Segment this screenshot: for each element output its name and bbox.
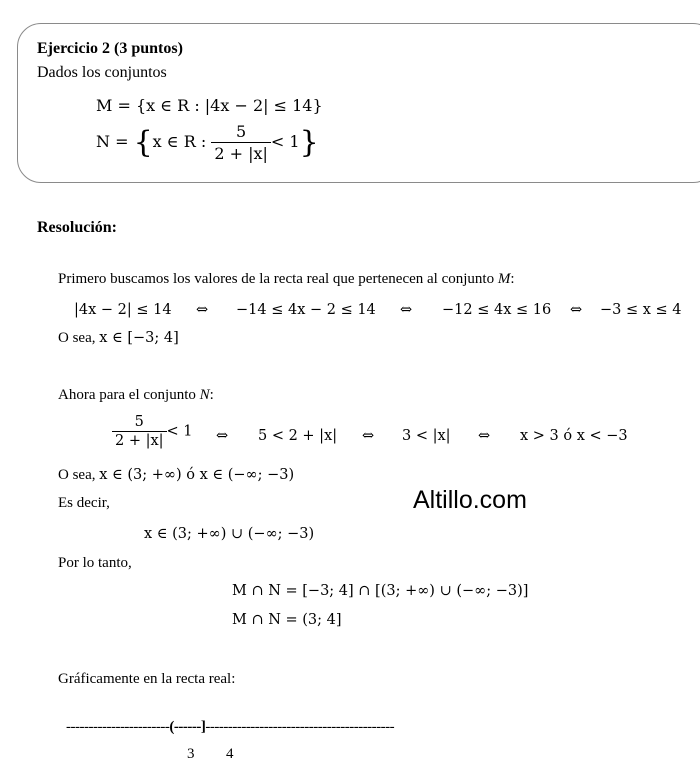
n-chain-iff-1: ⇔: [216, 428, 229, 444]
por-lo-tanto: Por lo tanto,: [58, 555, 132, 571]
set-n-fraction: $\frac{5}{2 + |x|}$: [211, 122, 271, 163]
resolution-heading: Resolución:: [37, 219, 117, 236]
m-intro: Primero buscamos los valores de la recta real que pertenecen al conjunto M:: [58, 271, 515, 287]
number-line: [66, 719, 394, 736]
number-line-left: -----------------------: [66, 719, 170, 735]
tick-label-4: 4: [226, 746, 234, 762]
intersection-line-2: M ∩ N = (3; 4]: [232, 612, 342, 628]
n-chain-iff-2: ⇔: [362, 428, 375, 444]
set-n-label: N =: [96, 132, 134, 151]
m-chain-4: −3 ≤ x ≤ 4: [600, 302, 682, 318]
m-chain-iff-3: ⇔: [570, 302, 583, 318]
exercise-intro: Dados los conjuntos: [37, 64, 167, 81]
es-decir: Es decir,: [58, 495, 110, 511]
brace-open: {: [133, 125, 153, 160]
n-result: O sea, x ∈ (3; +∞) ó x ∈ (−∞; −3): [58, 467, 295, 483]
n-chain-1: 5 < 2 + |x|: [258, 428, 338, 444]
n-chain-iff-3: ⇔: [478, 428, 491, 444]
tick-label-3: 3: [187, 746, 195, 762]
watermark: Altillo.com: [413, 486, 527, 514]
union-result: x ∈ (3; +∞) ∪ (−∞; −3): [144, 526, 315, 542]
set-m-definition: M = {x ∈ R : |4x − 2| ≤ 14}: [96, 96, 323, 115]
m-chain-iff-2: ⇔: [400, 302, 413, 318]
set-n-condition: x ∈ R :: [152, 132, 207, 151]
n-intro: Ahora para el conjunto N:: [58, 387, 214, 403]
m-chain-3: −12 ≤ 4x ≤ 16: [442, 302, 552, 318]
set-n-definition: [96, 122, 319, 163]
m-chain-1: |4x − 2| ≤ 14: [74, 302, 172, 318]
graph-label: Gráficamente en la recta real:: [58, 671, 236, 687]
exercise-title: Ejercicio 2 (3 puntos): [37, 40, 183, 57]
n-fraction-inequality: $\frac{5}{2 + |x|}$ < 1: [112, 414, 193, 449]
number-line-right: ------------------------------------------: [205, 719, 395, 735]
n-chain-3: x > 3 ó x < −3: [520, 428, 628, 444]
n-chain-2: 3 < |x|: [402, 428, 451, 444]
brace-close: }: [299, 125, 319, 160]
number-line-interval: (------]: [169, 719, 206, 735]
m-chain-iff-1: ⇔: [196, 302, 209, 318]
m-chain-2: −14 ≤ 4x − 2 ≤ 14: [236, 302, 376, 318]
intersection-line-1: M ∩ N = [−3; 4] ∩ [(3; +∞) ∪ (−∞; −3)]: [232, 583, 529, 599]
m-result: O sea, x ∈ [−3; 4]: [58, 330, 179, 346]
set-n-relation: < 1: [270, 132, 300, 151]
